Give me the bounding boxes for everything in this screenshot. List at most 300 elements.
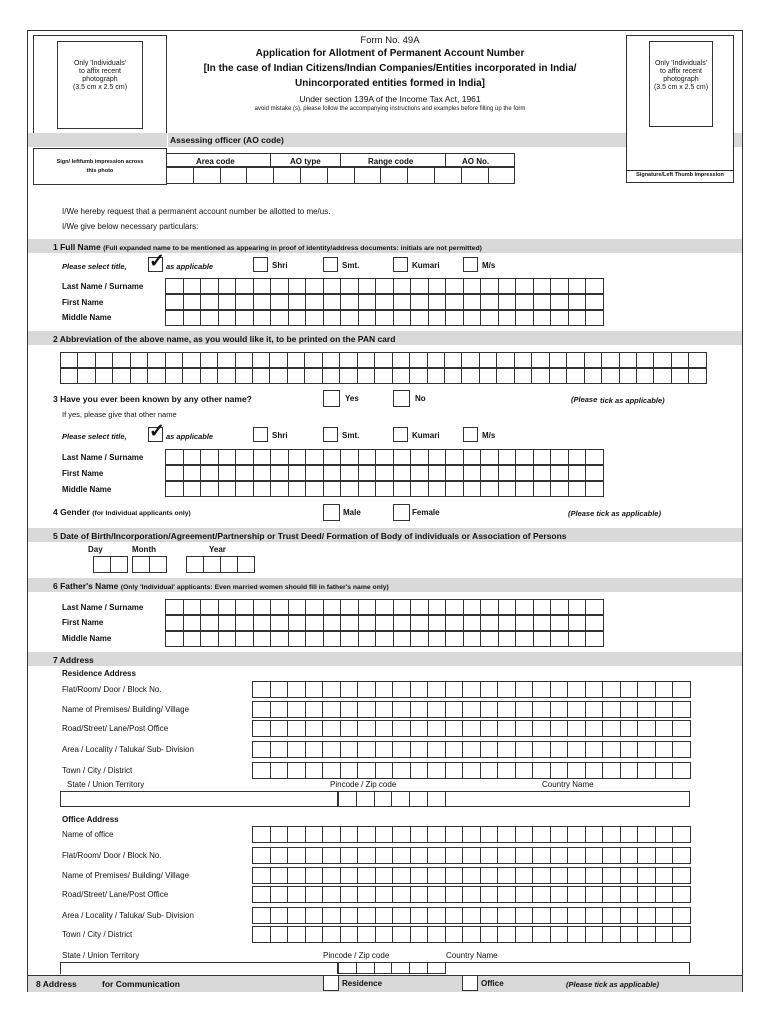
off-country-field[interactable] <box>445 962 690 974</box>
char-box[interactable] <box>534 465 552 481</box>
char-box[interactable] <box>201 294 219 310</box>
char-box[interactable] <box>446 310 464 326</box>
char-box[interactable] <box>428 962 446 974</box>
char-box[interactable] <box>499 615 517 631</box>
char-box[interactable] <box>462 167 489 184</box>
char-box[interactable] <box>428 926 446 943</box>
char-box[interactable] <box>324 615 342 631</box>
char-box[interactable] <box>201 481 219 497</box>
char-box[interactable] <box>673 741 691 758</box>
char-box[interactable] <box>551 926 569 943</box>
char-box[interactable] <box>428 907 446 924</box>
char-box[interactable] <box>498 720 516 737</box>
char-box[interactable] <box>516 907 534 924</box>
char-box[interactable] <box>254 631 272 647</box>
char-box[interactable] <box>393 720 411 737</box>
char-box[interactable] <box>551 481 569 497</box>
char-box[interactable] <box>481 599 499 615</box>
char-box[interactable] <box>603 681 621 698</box>
char-box[interactable] <box>533 886 551 903</box>
char-box[interactable] <box>463 886 481 903</box>
char-box[interactable] <box>201 465 219 481</box>
char-box[interactable] <box>357 962 375 974</box>
other-last-name-grid[interactable] <box>165 449 604 465</box>
char-box[interactable] <box>516 867 534 884</box>
char-box[interactable] <box>656 926 674 943</box>
char-box[interactable] <box>534 294 552 310</box>
char-box[interactable] <box>586 278 604 294</box>
char-box[interactable] <box>568 886 586 903</box>
char-box[interactable] <box>534 310 552 326</box>
char-box[interactable] <box>96 368 113 384</box>
char-box[interactable] <box>516 481 534 497</box>
char-box[interactable] <box>359 278 377 294</box>
res-road-grid[interactable] <box>252 720 691 737</box>
char-box[interactable] <box>253 701 271 718</box>
char-box[interactable] <box>411 741 429 758</box>
char-box[interactable] <box>481 762 499 779</box>
char-box[interactable] <box>359 631 377 647</box>
char-box[interactable] <box>323 701 341 718</box>
char-box[interactable] <box>498 926 516 943</box>
char-box[interactable] <box>603 762 621 779</box>
char-box[interactable] <box>428 352 445 368</box>
char-box[interactable] <box>481 741 499 758</box>
char-box[interactable] <box>271 599 289 615</box>
char-box[interactable] <box>462 352 479 368</box>
char-box[interactable] <box>411 907 429 924</box>
char-box[interactable] <box>569 481 587 497</box>
char-box[interactable] <box>323 368 340 384</box>
char-box[interactable] <box>673 701 691 718</box>
char-box[interactable] <box>341 926 359 943</box>
char-box[interactable] <box>288 368 305 384</box>
off-pincode-grid[interactable] <box>338 962 446 974</box>
char-box[interactable] <box>411 701 429 718</box>
char-box[interactable] <box>516 599 534 615</box>
char-box[interactable] <box>341 762 359 779</box>
char-box[interactable] <box>603 701 621 718</box>
char-box[interactable] <box>568 762 586 779</box>
char-box[interactable] <box>638 926 656 943</box>
char-box[interactable] <box>131 368 148 384</box>
char-box[interactable] <box>253 720 271 737</box>
char-box[interactable] <box>569 615 587 631</box>
char-box[interactable] <box>446 720 464 737</box>
char-box[interactable] <box>551 826 569 843</box>
char-box[interactable] <box>656 867 674 884</box>
char-box[interactable] <box>446 867 464 884</box>
char-box[interactable] <box>306 762 324 779</box>
char-box[interactable] <box>375 962 393 974</box>
char-box[interactable] <box>253 886 271 903</box>
char-box[interactable] <box>429 481 447 497</box>
char-box[interactable] <box>376 465 394 481</box>
char-box[interactable] <box>376 847 394 864</box>
char-box[interactable] <box>306 615 324 631</box>
char-box[interactable] <box>446 826 464 843</box>
char-box[interactable] <box>429 449 447 465</box>
char-box[interactable] <box>253 826 271 843</box>
char-box[interactable] <box>392 791 410 807</box>
char-box[interactable] <box>271 615 289 631</box>
char-box[interactable] <box>184 278 202 294</box>
char-box[interactable] <box>498 741 516 758</box>
char-box[interactable] <box>638 886 656 903</box>
char-box[interactable] <box>288 867 306 884</box>
char-box[interactable] <box>516 741 534 758</box>
char-box[interactable] <box>586 681 604 698</box>
char-box[interactable] <box>411 926 429 943</box>
char-box[interactable] <box>341 886 359 903</box>
char-box[interactable] <box>429 599 447 615</box>
char-box[interactable] <box>358 701 376 718</box>
char-box[interactable] <box>603 926 621 943</box>
char-box[interactable] <box>340 352 357 368</box>
char-box[interactable] <box>148 352 165 368</box>
char-box[interactable] <box>551 762 569 779</box>
char-box[interactable] <box>375 368 392 384</box>
char-box[interactable] <box>463 826 481 843</box>
char-box[interactable] <box>253 926 271 943</box>
char-box[interactable] <box>394 465 412 481</box>
char-box[interactable] <box>219 465 237 481</box>
char-box[interactable] <box>621 847 639 864</box>
male-checkbox[interactable] <box>323 504 340 521</box>
char-box[interactable] <box>289 449 307 465</box>
char-box[interactable] <box>271 631 289 647</box>
char-box[interactable] <box>358 368 375 384</box>
char-box[interactable] <box>341 720 359 737</box>
char-box[interactable] <box>586 465 604 481</box>
char-box[interactable] <box>306 599 324 615</box>
char-box[interactable] <box>551 465 569 481</box>
char-box[interactable] <box>533 907 551 924</box>
char-box[interactable] <box>376 681 394 698</box>
char-box[interactable] <box>411 762 429 779</box>
char-box[interactable] <box>481 631 499 647</box>
char-box[interactable] <box>586 907 604 924</box>
char-box[interactable] <box>446 741 464 758</box>
ms-checkbox[interactable] <box>463 257 478 272</box>
char-box[interactable] <box>236 310 254 326</box>
char-box[interactable] <box>306 741 324 758</box>
char-box[interactable] <box>306 449 324 465</box>
char-box[interactable] <box>328 167 355 184</box>
char-box[interactable] <box>288 681 306 698</box>
char-box[interactable] <box>166 481 184 497</box>
char-box[interactable] <box>481 826 499 843</box>
char-box[interactable] <box>551 278 569 294</box>
char-box[interactable] <box>201 278 219 294</box>
female-checkbox[interactable] <box>393 504 410 521</box>
char-box[interactable] <box>498 886 516 903</box>
char-box[interactable] <box>341 867 359 884</box>
char-box[interactable] <box>393 826 411 843</box>
char-box[interactable] <box>288 762 306 779</box>
char-box[interactable] <box>288 701 306 718</box>
char-box[interactable] <box>534 481 552 497</box>
char-box[interactable] <box>289 599 307 615</box>
char-box[interactable] <box>166 352 183 368</box>
off-town-grid[interactable] <box>252 926 691 943</box>
char-box[interactable] <box>463 720 481 737</box>
char-box[interactable] <box>586 847 604 864</box>
first-name-grid[interactable] <box>165 294 604 310</box>
char-box[interactable] <box>463 867 481 884</box>
char-box[interactable] <box>428 368 445 384</box>
char-box[interactable] <box>464 481 482 497</box>
char-box[interactable] <box>551 310 569 326</box>
char-box[interactable] <box>341 847 359 864</box>
char-box[interactable] <box>306 926 324 943</box>
char-box[interactable] <box>218 368 235 384</box>
char-box[interactable] <box>428 847 446 864</box>
char-box[interactable] <box>166 368 183 384</box>
res-area-grid[interactable] <box>252 741 691 758</box>
char-box[interactable] <box>551 741 569 758</box>
char-box[interactable] <box>324 599 342 615</box>
char-box[interactable] <box>672 352 689 368</box>
char-box[interactable] <box>238 556 255 573</box>
res-flat-grid[interactable] <box>252 681 691 698</box>
char-box[interactable] <box>533 762 551 779</box>
char-box[interactable] <box>271 294 289 310</box>
char-box[interactable] <box>184 631 202 647</box>
char-box[interactable] <box>376 615 394 631</box>
char-box[interactable] <box>236 294 254 310</box>
char-box[interactable] <box>219 278 237 294</box>
father-last-grid[interactable] <box>165 599 604 615</box>
char-box[interactable] <box>376 867 394 884</box>
char-box[interactable] <box>586 615 604 631</box>
char-box[interactable] <box>534 631 552 647</box>
char-box[interactable] <box>393 741 411 758</box>
char-box[interactable] <box>551 599 569 615</box>
char-box[interactable] <box>271 867 289 884</box>
char-box[interactable] <box>410 791 428 807</box>
char-box[interactable] <box>586 310 604 326</box>
char-box[interactable] <box>376 762 394 779</box>
char-box[interactable] <box>271 847 289 864</box>
char-box[interactable] <box>411 310 429 326</box>
char-box[interactable] <box>376 481 394 497</box>
char-box[interactable] <box>289 310 307 326</box>
char-box[interactable] <box>323 762 341 779</box>
char-box[interactable] <box>236 278 254 294</box>
char-box[interactable] <box>305 352 322 368</box>
char-box[interactable] <box>499 294 517 310</box>
char-box[interactable] <box>254 449 272 465</box>
char-box[interactable] <box>271 826 289 843</box>
kumari-checkbox-2[interactable] <box>393 427 408 442</box>
char-box[interactable] <box>568 867 586 884</box>
char-box[interactable] <box>355 167 382 184</box>
char-box[interactable] <box>271 681 289 698</box>
char-box[interactable] <box>411 599 429 615</box>
char-box[interactable] <box>428 867 446 884</box>
char-box[interactable] <box>654 368 671 384</box>
char-box[interactable] <box>376 449 394 465</box>
char-box[interactable] <box>306 886 324 903</box>
char-box[interactable] <box>446 481 464 497</box>
char-box[interactable] <box>428 701 446 718</box>
char-box[interactable] <box>603 867 621 884</box>
char-box[interactable] <box>131 352 148 368</box>
kumari-checkbox[interactable] <box>393 257 408 272</box>
char-box[interactable] <box>184 481 202 497</box>
char-box[interactable] <box>673 720 691 737</box>
off-state-field[interactable] <box>60 962 338 974</box>
char-box[interactable] <box>184 294 202 310</box>
char-box[interactable] <box>673 847 691 864</box>
char-box[interactable] <box>481 701 499 718</box>
char-box[interactable] <box>446 847 464 864</box>
residence-comm-checkbox[interactable] <box>323 975 339 991</box>
char-box[interactable] <box>429 278 447 294</box>
char-box[interactable] <box>489 167 516 184</box>
char-box[interactable] <box>602 352 619 368</box>
char-box[interactable] <box>254 481 272 497</box>
char-box[interactable] <box>569 310 587 326</box>
char-box[interactable] <box>411 847 429 864</box>
char-box[interactable] <box>166 615 184 631</box>
char-box[interactable] <box>393 907 411 924</box>
month-grid[interactable] <box>132 556 167 573</box>
char-box[interactable] <box>638 701 656 718</box>
char-box[interactable] <box>323 907 341 924</box>
father-first-grid[interactable] <box>165 615 604 631</box>
char-box[interactable] <box>533 926 551 943</box>
char-box[interactable] <box>324 294 342 310</box>
char-box[interactable] <box>288 847 306 864</box>
char-box[interactable] <box>394 599 412 615</box>
char-box[interactable] <box>481 907 499 924</box>
char-box[interactable] <box>603 847 621 864</box>
as-applicable-checkbox[interactable] <box>148 251 165 272</box>
char-box[interactable] <box>428 886 446 903</box>
char-box[interactable] <box>534 449 552 465</box>
char-box[interactable] <box>569 294 587 310</box>
char-box[interactable] <box>289 481 307 497</box>
char-box[interactable] <box>236 352 253 368</box>
char-box[interactable] <box>569 465 587 481</box>
char-box[interactable] <box>358 886 376 903</box>
char-box[interactable] <box>376 926 394 943</box>
char-box[interactable] <box>534 599 552 615</box>
char-box[interactable] <box>358 847 376 864</box>
char-box[interactable] <box>586 720 604 737</box>
char-box[interactable] <box>621 720 639 737</box>
char-box[interactable] <box>236 631 254 647</box>
char-box[interactable] <box>516 681 534 698</box>
char-box[interactable] <box>306 481 324 497</box>
char-box[interactable] <box>323 926 341 943</box>
char-box[interactable] <box>435 167 462 184</box>
char-box[interactable] <box>376 886 394 903</box>
char-box[interactable] <box>341 310 359 326</box>
char-box[interactable] <box>446 681 464 698</box>
char-box[interactable] <box>183 352 200 368</box>
char-box[interactable] <box>446 886 464 903</box>
char-box[interactable] <box>568 741 586 758</box>
char-box[interactable] <box>534 615 552 631</box>
char-box[interactable] <box>464 599 482 615</box>
char-box[interactable] <box>271 741 289 758</box>
char-box[interactable] <box>499 278 517 294</box>
char-box[interactable] <box>497 368 514 384</box>
char-box[interactable] <box>324 481 342 497</box>
char-box[interactable] <box>602 368 619 384</box>
char-box[interactable] <box>638 847 656 864</box>
char-box[interactable] <box>464 294 482 310</box>
char-box[interactable] <box>271 762 289 779</box>
char-box[interactable] <box>568 681 586 698</box>
char-box[interactable] <box>288 826 306 843</box>
other-first-name-grid[interactable] <box>165 465 604 481</box>
char-box[interactable] <box>306 701 324 718</box>
char-box[interactable] <box>428 762 446 779</box>
char-box[interactable] <box>289 465 307 481</box>
char-box[interactable] <box>184 310 202 326</box>
char-box[interactable] <box>638 681 656 698</box>
char-box[interactable] <box>463 681 481 698</box>
char-box[interactable] <box>184 465 202 481</box>
char-box[interactable] <box>429 310 447 326</box>
char-box[interactable] <box>133 556 150 573</box>
char-box[interactable] <box>288 720 306 737</box>
char-box[interactable] <box>393 368 410 384</box>
smt-checkbox[interactable] <box>323 257 338 272</box>
char-box[interactable] <box>551 847 569 864</box>
char-box[interactable] <box>551 867 569 884</box>
char-box[interactable] <box>358 926 376 943</box>
char-box[interactable] <box>166 465 184 481</box>
char-box[interactable] <box>621 681 639 698</box>
char-box[interactable] <box>586 631 604 647</box>
char-box[interactable] <box>357 791 375 807</box>
char-box[interactable] <box>376 631 394 647</box>
char-box[interactable] <box>656 720 674 737</box>
char-box[interactable] <box>464 465 482 481</box>
char-box[interactable] <box>551 631 569 647</box>
char-box[interactable] <box>499 449 517 465</box>
char-box[interactable] <box>341 294 359 310</box>
char-box[interactable] <box>586 741 604 758</box>
char-box[interactable] <box>569 449 587 465</box>
char-box[interactable] <box>428 791 446 807</box>
char-box[interactable] <box>516 310 534 326</box>
off-area-grid[interactable] <box>252 907 691 924</box>
res-pincode-grid[interactable] <box>338 791 446 807</box>
other-name-yes-checkbox[interactable] <box>323 390 340 407</box>
char-box[interactable] <box>516 847 534 864</box>
char-box[interactable] <box>359 481 377 497</box>
char-box[interactable] <box>393 847 411 864</box>
char-box[interactable] <box>481 481 499 497</box>
char-box[interactable] <box>253 681 271 698</box>
char-box[interactable] <box>358 681 376 698</box>
char-box[interactable] <box>446 926 464 943</box>
char-box[interactable] <box>96 352 113 368</box>
char-box[interactable] <box>498 847 516 864</box>
char-box[interactable] <box>270 368 287 384</box>
middle-name-grid[interactable] <box>165 310 604 326</box>
char-box[interactable] <box>464 631 482 647</box>
char-box[interactable] <box>254 278 272 294</box>
char-box[interactable] <box>411 294 429 310</box>
char-box[interactable] <box>254 615 272 631</box>
